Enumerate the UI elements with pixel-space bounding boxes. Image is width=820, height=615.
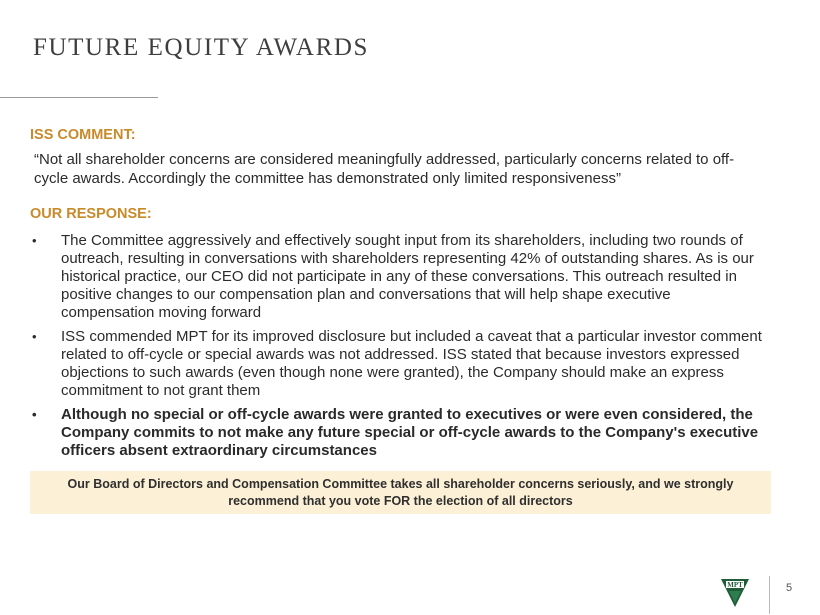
bullet-dot-icon: • (32, 407, 37, 422)
page-title: FUTURE EQUITY AWARDS (33, 34, 370, 61)
bullet-dot-icon: • (32, 233, 37, 248)
bullet-dot-icon: • (32, 329, 37, 344)
mpt-logo-icon (720, 576, 750, 610)
bullet-text: Although no special or off-cycle awards were granted to executives or were even considered, the Company commits to not make any future special or off-cycle awards to the Company's executive officers absent extraordinary circumstances (61, 406, 759, 459)
logo-text: MPT (727, 581, 743, 589)
callout-text: Our Board of Directors and Compensation Committee takes all shareholder concerns seriously, and we strongly recommend that you vote FOR the election of all directors (67, 476, 734, 508)
bullet-item-emphasis (30, 406, 764, 460)
bullet-text: The Committee aggressively and effectively sought input from its shareholders, including two rounds of outreach, resulting in conversations with shareholders representing 42% of outstanding shares. As is our historical practice, our CEO did not participate in any of these conversations. This outreach resulted in positive changes to our compensation plan and conversations that will help shape executive compensation moving forward (61, 232, 754, 321)
iss-comment-heading: ISS COMMENT: (30, 127, 136, 143)
our-response-heading: OUR RESPONSE: (30, 206, 152, 222)
page-number: 5 (786, 582, 793, 594)
response-bullet-list (30, 232, 764, 466)
recommendation-callout (30, 471, 771, 514)
title-divider (0, 97, 158, 98)
bullet-item (30, 232, 764, 322)
bullet-text: ISS commended MPT for its improved disclosure but included a caveat that a particular investor comment related to off-cycle or special awards was not addressed. ISS stated that because investors expressed objections to such awards (even though none were granted), the Company should make an express commitment to not grant them (61, 328, 762, 399)
footer-divider (769, 576, 770, 614)
iss-quote: “Not all shareholder concerns are considered meaningfully addressed, particularly concerns related to off-cycle awards. Accordingly the committee has demonstrated only limited responsiveness” (34, 151, 735, 187)
bullet-item (30, 328, 764, 400)
